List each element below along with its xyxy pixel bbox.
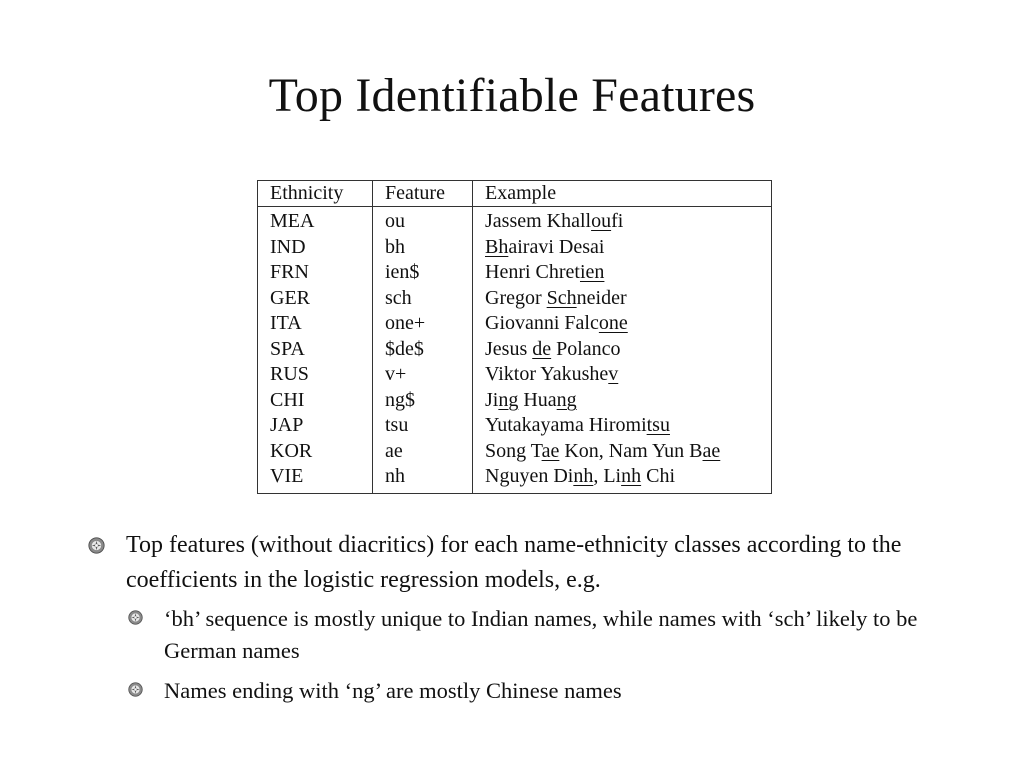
cell-ethnicity: IND: [258, 235, 373, 261]
cell-ethnicity: RUS: [258, 362, 373, 388]
cell-feature: ou: [373, 207, 473, 235]
table-row: [258, 235, 772, 261]
example-text: Yutakayama Hiromi: [485, 414, 647, 437]
table-header-row: [258, 181, 772, 207]
example-text: fi: [611, 210, 624, 233]
example-feature-highlight: Sch: [546, 286, 577, 309]
table-body: [258, 207, 772, 494]
bullet-sub-2: [126, 675, 948, 707]
cell-ethnicity: SPA: [258, 337, 373, 363]
table-row: [258, 260, 772, 286]
bullet-main-text: Top features (without diacritics) for each name-ethnicity classes according to the coefficients in the logistic regression models, e.g.: [126, 532, 902, 593]
example-text: Jesus: [485, 337, 533, 360]
example-feature-highlight: nh: [573, 465, 594, 488]
example-feature-highlight: ng: [556, 388, 577, 411]
example-text: Kon, Nam Yun B: [559, 439, 703, 462]
cell-feature: ien$: [373, 260, 473, 286]
example-text: airavi Desai: [508, 235, 605, 258]
header-feature: Feature: [373, 181, 473, 207]
example-text: Giovanni Falc: [485, 312, 599, 335]
cell-ethnicity: VIE: [258, 464, 373, 493]
cell-ethnicity: JAP: [258, 413, 373, 439]
gear-bullet-icon: [128, 682, 143, 697]
example-text: Gregor: [485, 286, 547, 309]
cell-example: [473, 362, 772, 388]
header-ethnicity: Ethnicity: [258, 181, 373, 207]
cell-example: [473, 235, 772, 261]
cell-feature: ae: [373, 439, 473, 465]
cell-feature: one+: [373, 311, 473, 337]
cell-example: [473, 464, 772, 493]
table-row: [258, 207, 772, 235]
table-row: [258, 311, 772, 337]
example-text: Henri Chret: [485, 261, 580, 284]
example-feature-highlight: ien: [579, 261, 605, 284]
bullet-main: [88, 528, 948, 598]
example-feature-highlight: Bh: [485, 235, 509, 258]
example-text: neider: [576, 286, 627, 309]
cell-example: [473, 388, 772, 414]
cell-example: [473, 439, 772, 465]
table-row: [258, 413, 772, 439]
example-text: Jassem Khall: [485, 210, 592, 233]
cell-example: [473, 311, 772, 337]
table-row: [258, 439, 772, 465]
cell-feature: sch: [373, 286, 473, 312]
table-row: [258, 286, 772, 312]
cell-example: [473, 413, 772, 439]
example-text: Chi: [641, 465, 676, 488]
example-feature-highlight: ng: [498, 388, 519, 411]
cell-ethnicity: CHI: [258, 388, 373, 414]
example-text: Ji: [485, 388, 499, 411]
bullet-sub-1: [126, 603, 948, 666]
cell-ethnicity: KOR: [258, 439, 373, 465]
table-row: [258, 388, 772, 414]
gear-bullet-icon: [88, 537, 105, 554]
example-text: Viktor Yakushe: [485, 363, 609, 386]
cell-ethnicity: ITA: [258, 311, 373, 337]
example-text: Hua: [518, 388, 557, 411]
bullet-list: [88, 528, 948, 707]
example-feature-highlight: nh: [621, 465, 642, 488]
example-text: , Li: [593, 465, 622, 488]
cell-example: [473, 286, 772, 312]
cell-example: [473, 260, 772, 286]
table-row: [258, 464, 772, 493]
bullet-sub-1-text: ‘bh’ sequence is mostly unique to Indian names, while names with ‘sch’ likely to be German names: [164, 606, 918, 663]
example-feature-highlight: v: [608, 363, 619, 386]
header-example: Example: [473, 181, 772, 207]
cell-feature: v+: [373, 362, 473, 388]
cell-feature: ng$: [373, 388, 473, 414]
example-text: Song T: [485, 439, 542, 462]
example-text: Polanco: [551, 337, 621, 360]
example-feature-highlight: ae: [541, 439, 560, 462]
cell-feature: $de$: [373, 337, 473, 363]
gear-bullet-icon: [128, 610, 143, 625]
cell-example: [473, 207, 772, 235]
cell-ethnicity: GER: [258, 286, 373, 312]
cell-feature: tsu: [373, 413, 473, 439]
example-feature-highlight: one: [598, 312, 628, 335]
cell-ethnicity: FRN: [258, 260, 373, 286]
example-feature-highlight: ou: [591, 210, 612, 233]
cell-feature: bh: [373, 235, 473, 261]
bullet-sub-2-text: Names ending with ‘ng’ are mostly Chinese names: [164, 678, 622, 703]
cell-ethnicity: MEA: [258, 207, 373, 235]
example-feature-highlight: tsu: [646, 414, 670, 437]
example-feature-highlight: de: [532, 337, 552, 360]
table-row: [258, 362, 772, 388]
slide-title: Top Identifiable Features: [268, 69, 756, 122]
table-row: [258, 337, 772, 363]
example-text: Nguyen Di: [485, 465, 574, 488]
cell-feature: nh: [373, 464, 473, 493]
example-feature-highlight: ae: [702, 439, 721, 462]
cell-example: [473, 337, 772, 363]
features-table: [257, 180, 772, 494]
